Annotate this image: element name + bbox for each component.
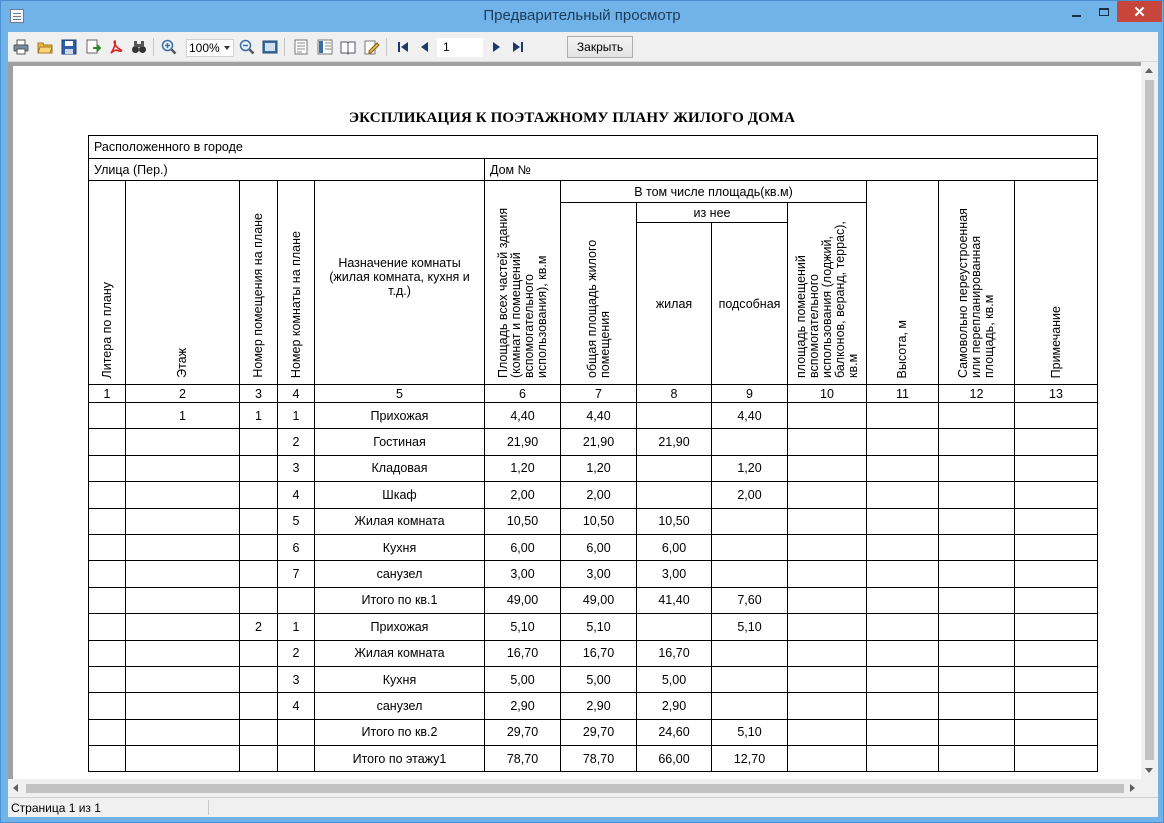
table-cell (867, 561, 939, 587)
table-row (89, 666, 1098, 692)
table-cell: Кухня (315, 666, 485, 692)
next-page-button[interactable] (487, 38, 505, 56)
table-row (89, 746, 1098, 772)
table-cell: 3,00 (637, 561, 712, 587)
table-cell: Прихожая (315, 614, 485, 640)
table-cell (788, 534, 867, 560)
table-cell: 6,00 (485, 534, 561, 560)
table-cell: 16,70 (561, 640, 637, 666)
table-cell: Жилая комната (315, 640, 485, 666)
table-cell: 3 (278, 455, 315, 481)
table-cell (788, 508, 867, 534)
zoom-in-button[interactable] (160, 38, 178, 56)
table-cell: 16,70 (637, 640, 712, 666)
table-cell (89, 508, 126, 534)
save-button[interactable] (60, 38, 78, 56)
table-cell (240, 482, 278, 508)
table-cell: 1 (278, 403, 315, 429)
table-cell: Итого по кв.2 (315, 719, 485, 745)
table-cell (867, 508, 939, 534)
table-cell (712, 508, 788, 534)
table-row (89, 508, 1098, 534)
table-cell: 24,60 (637, 719, 712, 745)
header-living-total: общая площадь жилого помещения (561, 203, 637, 385)
table-cell (1015, 561, 1098, 587)
table-cell (939, 455, 1015, 481)
table-cell: 7,60 (712, 587, 788, 613)
table-row (89, 614, 1098, 640)
table-cell (89, 561, 126, 587)
table-cell (240, 508, 278, 534)
column-number: 5 (315, 385, 485, 403)
table-cell (278, 719, 315, 745)
preview-viewport[interactable] (8, 62, 1141, 779)
last-page-icon (510, 39, 526, 55)
table-cell (712, 693, 788, 719)
column-number: 3 (240, 385, 278, 403)
table-cell (126, 587, 240, 613)
header-group: В том числе площадь(кв.м) (561, 181, 867, 203)
status-bar (8, 797, 1158, 817)
table-cell (1015, 614, 1098, 640)
table-cell (89, 403, 126, 429)
table-cell (867, 482, 939, 508)
table-cell (1015, 693, 1098, 719)
table-cell: 49,00 (485, 587, 561, 613)
table-cell (712, 666, 788, 692)
toolbar-separator (284, 38, 285, 56)
table-cell (1015, 666, 1098, 692)
table-cell (240, 666, 278, 692)
table-cell (89, 455, 126, 481)
table-cell (939, 587, 1015, 613)
table-cell (788, 587, 867, 613)
table-row (89, 719, 1098, 745)
table-cell (939, 693, 1015, 719)
maximize-button[interactable] (1090, 1, 1117, 22)
table-cell (89, 719, 126, 745)
table-cell: 3,00 (561, 561, 637, 587)
table-cell (939, 561, 1015, 587)
table-cell (788, 640, 867, 666)
table-cell (867, 587, 939, 613)
table-cell (1015, 534, 1098, 560)
table-cell: 21,90 (561, 429, 637, 455)
open-button[interactable] (36, 38, 54, 56)
table-cell: Гостиная (315, 429, 485, 455)
table-cell: 5,00 (485, 666, 561, 692)
table-cell (788, 429, 867, 455)
table-row (89, 455, 1098, 481)
table-cell (240, 746, 278, 772)
table-cell (788, 693, 867, 719)
table-cell (240, 455, 278, 481)
outline-button[interactable] (316, 38, 334, 56)
edit-button[interactable] (363, 38, 381, 56)
minimize-icon (1072, 15, 1081, 17)
table-cell (788, 719, 867, 745)
table-cell (1015, 719, 1098, 745)
edit-page-icon (364, 39, 380, 55)
vertical-scroll-thumb[interactable] (1145, 80, 1154, 760)
toolbar (8, 32, 1158, 62)
table-cell: 6,00 (637, 534, 712, 560)
table-cell (637, 455, 712, 481)
page-number-input[interactable]: 1 (437, 38, 483, 57)
table-cell (240, 429, 278, 455)
table-cell: 1,20 (561, 455, 637, 481)
table-cell: 4,40 (712, 403, 788, 429)
table-cell (89, 614, 126, 640)
table-cell: 5,00 (561, 666, 637, 692)
header-subgroup: из нее (637, 203, 788, 223)
header-litera: Литера по плану (89, 181, 126, 385)
table-cell: 29,70 (485, 719, 561, 745)
table-cell (637, 482, 712, 508)
table-cell (712, 534, 788, 560)
column-number: 13 (1015, 385, 1098, 403)
table-cell (867, 693, 939, 719)
explication-table (88, 135, 1098, 772)
table-cell: 21,90 (637, 429, 712, 455)
header-premises-number: Номер помещения на плане (240, 181, 278, 385)
horizontal-scrollbar[interactable] (8, 779, 1141, 797)
table-cell (126, 746, 240, 772)
table-cell: 6 (278, 534, 315, 560)
page-status: Страница 1 из 1 (11, 801, 101, 815)
table-cell (126, 561, 240, 587)
table-cell: 16,70 (485, 640, 561, 666)
table-cell: 12,70 (712, 746, 788, 772)
table-row (89, 429, 1098, 455)
table-cell: 10,50 (485, 508, 561, 534)
zoom-out-icon (239, 39, 255, 55)
table-cell (89, 587, 126, 613)
vertical-scrollbar[interactable] (1141, 62, 1158, 779)
table-row (89, 561, 1098, 587)
street-cell: Улица (Пер.) (89, 159, 485, 181)
table-cell (867, 534, 939, 560)
table-cell (1015, 482, 1098, 508)
table-cell (1015, 640, 1098, 666)
city-row: Расположенного в городе (89, 136, 1098, 159)
zoom-select[interactable] (186, 39, 234, 57)
table-cell (1015, 508, 1098, 534)
table-cell: 2,90 (561, 693, 637, 719)
column-number: 12 (939, 385, 1015, 403)
table-cell: Кладовая (315, 455, 485, 481)
table-cell (126, 719, 240, 745)
table-cell (637, 614, 712, 640)
page-setup-icon (293, 39, 309, 55)
column-number: 11 (867, 385, 939, 403)
minimize-button[interactable] (1063, 1, 1090, 22)
table-cell (788, 614, 867, 640)
export-button[interactable] (84, 38, 102, 56)
column-number: 9 (712, 385, 788, 403)
table-cell: 2,00 (485, 482, 561, 508)
find-button[interactable] (130, 38, 148, 56)
table-row (89, 587, 1098, 613)
table-cell: Прихожая (315, 403, 485, 429)
table-cell: 78,70 (561, 746, 637, 772)
table-cell (126, 614, 240, 640)
header-unauthorized-area: Самовольно переустроенная или перепланированная площадь, кв.м (939, 181, 1015, 385)
table-cell (240, 534, 278, 560)
house-label: Дом № (490, 162, 532, 177)
table-cell: 1 (278, 614, 315, 640)
table-cell (240, 719, 278, 745)
table-cell: 2,90 (485, 693, 561, 719)
table-cell (788, 561, 867, 587)
export-page-icon (85, 39, 101, 55)
table-cell (867, 719, 939, 745)
horizontal-scroll-thumb[interactable] (26, 784, 1124, 793)
zoom-out-button[interactable] (238, 38, 256, 56)
table-cell (939, 482, 1015, 508)
table-cell: 2,00 (561, 482, 637, 508)
table-cell: 5,00 (637, 666, 712, 692)
toolbar-separator (386, 38, 387, 56)
table-cell (788, 482, 867, 508)
table-cell (1015, 403, 1098, 429)
table-cell (712, 561, 788, 587)
table-cell (89, 534, 126, 560)
folder-open-icon (37, 39, 53, 55)
table-cell (89, 666, 126, 692)
table-cell (788, 666, 867, 692)
table-cell (278, 746, 315, 772)
title-bar[interactable] (1, 1, 1163, 32)
scroll-right-icon[interactable] (1130, 784, 1135, 792)
table-cell (788, 403, 867, 429)
table-cell (939, 508, 1015, 534)
table-cell (939, 534, 1015, 560)
window-title: Предварительный просмотр (483, 7, 681, 24)
table-cell: Шкаф (315, 482, 485, 508)
table-cell (712, 429, 788, 455)
floppy-disk-icon (61, 39, 77, 55)
table-cell (867, 640, 939, 666)
table-cell (1015, 429, 1098, 455)
column-number-row (89, 385, 1098, 403)
page-setup-button[interactable] (292, 38, 310, 56)
table-cell: Жилая комната (315, 508, 485, 534)
table-cell (867, 666, 939, 692)
table-cell (867, 746, 939, 772)
table-cell: 41,40 (637, 587, 712, 613)
close-preview-button[interactable]: Закрыть (567, 36, 633, 58)
table-cell (939, 746, 1015, 772)
table-cell: 4 (278, 693, 315, 719)
table-cell (788, 455, 867, 481)
table-cell: 3 (278, 666, 315, 692)
table-cell (89, 429, 126, 455)
table-cell (126, 534, 240, 560)
column-number: 2 (126, 385, 240, 403)
table-cell: 29,70 (561, 719, 637, 745)
table-cell: 10,50 (561, 508, 637, 534)
column-number: 4 (278, 385, 315, 403)
previous-page-icon (417, 39, 433, 55)
maximize-icon (1099, 8, 1109, 16)
last-page-button[interactable] (509, 38, 527, 56)
table-cell: 49,00 (561, 587, 637, 613)
table-cell (278, 587, 315, 613)
table-cell: 21,90 (485, 429, 561, 455)
table-cell (1015, 746, 1098, 772)
table-cell: 2,00 (712, 482, 788, 508)
pdf-icon (108, 39, 124, 55)
table-cell (126, 640, 240, 666)
header-room-number: Номер комнаты на плане (278, 181, 315, 385)
header-auxiliary-area: площадь помещений вспомогательного использования (лоджий, балконов, веранд, террас), кв.м (788, 203, 867, 385)
table-cell (240, 640, 278, 666)
table-cell: 5,10 (712, 614, 788, 640)
table-cell: 5,10 (561, 614, 637, 640)
header-room-purpose: Назначение комнаты (жилая комната, кухня и т.д.) (315, 181, 485, 385)
book-icon (340, 39, 356, 55)
header-note: Примечание (1015, 181, 1098, 385)
table-cell: 5,10 (712, 719, 788, 745)
table-cell: 1 (126, 403, 240, 429)
table-cell (788, 746, 867, 772)
table-cell (939, 666, 1015, 692)
table-cell (126, 666, 240, 692)
window-close-button[interactable] (1117, 1, 1162, 22)
table-cell: 2 (278, 640, 315, 666)
table-cell (89, 693, 126, 719)
table-cell (939, 429, 1015, 455)
export-pdf-button[interactable] (107, 38, 125, 56)
table-cell: Кухня (315, 534, 485, 560)
table-cell: 10,50 (637, 508, 712, 534)
toolbar-separator (153, 38, 154, 56)
whole-page-icon (262, 39, 278, 55)
outline-icon (317, 39, 333, 55)
table-cell (240, 561, 278, 587)
table-cell: 2 (278, 429, 315, 455)
table-cell (126, 429, 240, 455)
table-cell: 4,40 (561, 403, 637, 429)
table-row (89, 534, 1098, 560)
table-cell (240, 587, 278, 613)
whole-page-button[interactable] (261, 38, 279, 56)
table-cell: 4 (278, 482, 315, 508)
table-cell (89, 482, 126, 508)
table-cell: Итого по кв.1 (315, 587, 485, 613)
table-cell (867, 614, 939, 640)
table-cell (867, 455, 939, 481)
first-page-icon (395, 39, 411, 55)
header-height: Высота, м (867, 181, 939, 385)
chevron-down-icon (224, 46, 230, 50)
table-row (89, 640, 1098, 666)
table-row (89, 693, 1098, 719)
scroll-left-icon[interactable] (13, 784, 18, 792)
header-floor: Этаж (126, 181, 240, 385)
table-cell (126, 508, 240, 534)
table-cell (939, 719, 1015, 745)
column-number: 10 (788, 385, 867, 403)
table-cell: 6,00 (561, 534, 637, 560)
table-cell (1015, 455, 1098, 481)
table-cell: 1 (240, 403, 278, 429)
report-page (13, 66, 1141, 779)
table-cell (939, 403, 1015, 429)
table-cell: 2 (240, 614, 278, 640)
table-cell (240, 693, 278, 719)
header-living: жилая (637, 223, 712, 385)
header-total-area: Площадь всех частей здания (комнат и помещений вспомогательного использования), кв.м (485, 181, 561, 385)
table-cell (126, 455, 240, 481)
table-cell (867, 403, 939, 429)
header-utility: подсобная (712, 223, 788, 385)
table-cell (867, 429, 939, 455)
zoom-in-icon (161, 39, 177, 55)
house-cell (485, 159, 1098, 181)
print-button[interactable] (12, 38, 30, 56)
table-cell (89, 640, 126, 666)
column-number: 1 (89, 385, 126, 403)
table-cell (126, 693, 240, 719)
table-cell: санузел (315, 693, 485, 719)
table-cell: санузел (315, 561, 485, 587)
binoculars-icon (131, 39, 147, 55)
status-divider (208, 800, 209, 815)
column-number: 8 (637, 385, 712, 403)
table-row (89, 482, 1098, 508)
printer-icon (13, 39, 29, 55)
scroll-up-icon[interactable] (1145, 68, 1153, 73)
table-cell: 5,10 (485, 614, 561, 640)
table-cell (712, 640, 788, 666)
table-cell: 1,20 (485, 455, 561, 481)
table-cell: 5 (278, 508, 315, 534)
table-cell (1015, 587, 1098, 613)
table-cell (637, 403, 712, 429)
first-page-button[interactable] (394, 38, 412, 56)
table-cell: 78,70 (485, 746, 561, 772)
table-cell: 66,00 (637, 746, 712, 772)
zoom-value: 100% (189, 41, 220, 55)
table-cell: 3,00 (485, 561, 561, 587)
document-title: ЭКСПЛИКАЦИЯ К ПОЭТАЖНОМУ ПЛАНУ ЖИЛОГО ДОМА (348, 110, 796, 126)
table-row (89, 403, 1098, 429)
table-cell (939, 640, 1015, 666)
table-cell: Итого по этажу1 (315, 746, 485, 772)
column-number: 7 (561, 385, 637, 403)
table-cell (126, 482, 240, 508)
scroll-corner (1141, 779, 1158, 797)
table-cell: 4,40 (485, 403, 561, 429)
table-cell (89, 746, 126, 772)
table-cell: 7 (278, 561, 315, 587)
thumbnails-button[interactable] (339, 38, 357, 56)
close-icon: ✕ (1133, 3, 1146, 21)
prev-page-button[interactable] (416, 38, 434, 56)
table-cell: 2,90 (637, 693, 712, 719)
next-page-icon (488, 39, 504, 55)
column-number: 6 (485, 385, 561, 403)
scroll-down-icon[interactable] (1145, 768, 1153, 773)
table-cell (939, 614, 1015, 640)
table-cell: 1,20 (712, 455, 788, 481)
